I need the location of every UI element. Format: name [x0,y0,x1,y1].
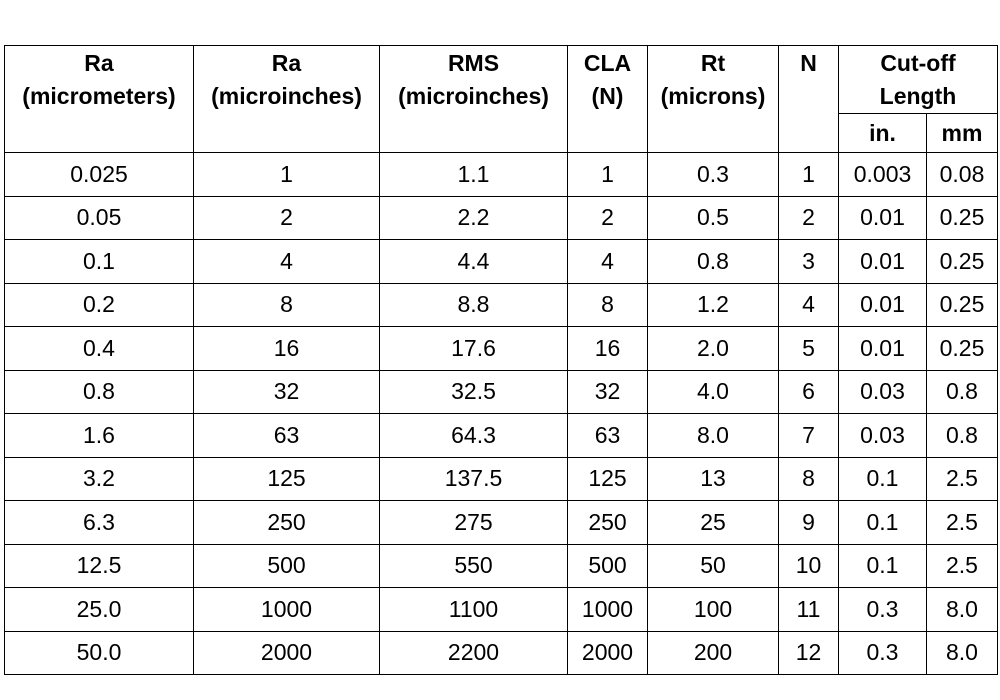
cell-ra-micrometers: 0.8 [5,370,194,414]
cell-ra-micrometers: 1.6 [5,414,194,458]
header-cutoff-length: Cut-off Length [839,46,998,114]
cell-cutoff-in: 0.3 [839,588,927,632]
cell-cutoff-in: 0.01 [839,327,927,371]
cell-cutoff-in: 0.3 [839,631,927,675]
cell-n: 1 [779,153,839,197]
table-row [5,327,998,371]
cell-rms-microinches: 8.8 [380,283,568,327]
cell-ra-microinches: 125 [194,457,380,501]
header-ra-micrometers: Ra (micrometers) [5,46,194,153]
cell-cutoff-in: 0.03 [839,414,927,458]
cell-cla-n: 8 [568,283,648,327]
cell-rms-microinches: 2200 [380,631,568,675]
cell-n: 7 [779,414,839,458]
header-cutoff-in: in. [839,114,927,153]
cell-cutoff-mm: 0.25 [927,196,998,240]
cell-cla-n: 1000 [568,588,648,632]
cell-cutoff-mm: 8.0 [927,631,998,675]
cell-rms-microinches: 550 [380,544,568,588]
cell-ra-microinches: 250 [194,501,380,545]
cell-cutoff-mm: 0.25 [927,327,998,371]
cell-rms-microinches: 1100 [380,588,568,632]
cell-ra-micrometers: 12.5 [5,544,194,588]
header-rt-microns: Rt (microns) [648,46,779,153]
cell-ra-micrometers: 50.0 [5,631,194,675]
cell-ra-microinches: 8 [194,283,380,327]
cell-rt-microns: 25 [648,501,779,545]
cell-cutoff-in: 0.01 [839,283,927,327]
cell-rt-microns: 1.2 [648,283,779,327]
cell-ra-micrometers: 0.4 [5,327,194,371]
cell-ra-microinches: 1 [194,153,380,197]
cell-rt-microns: 0.8 [648,240,779,284]
cell-cutoff-in: 0.01 [839,196,927,240]
cell-n: 3 [779,240,839,284]
cell-cla-n: 63 [568,414,648,458]
cell-cutoff-mm: 2.5 [927,457,998,501]
cell-cutoff-in: 0.1 [839,544,927,588]
cell-cutoff-mm: 2.5 [927,501,998,545]
cell-ra-micrometers: 6.3 [5,501,194,545]
surface-roughness-table [4,45,998,675]
cell-cla-n: 4 [568,240,648,284]
cell-cla-n: 2 [568,196,648,240]
cell-ra-micrometers: 0.025 [5,153,194,197]
cell-cutoff-in: 0.1 [839,501,927,545]
cell-cutoff-in: 0.01 [839,240,927,284]
cell-ra-microinches: 2 [194,196,380,240]
cell-n: 10 [779,544,839,588]
cell-ra-microinches: 4 [194,240,380,284]
cell-rt-microns: 4.0 [648,370,779,414]
cell-cutoff-in: 0.1 [839,457,927,501]
cell-rms-microinches: 1.1 [380,153,568,197]
cell-cutoff-mm: 0.8 [927,414,998,458]
cell-cla-n: 16 [568,327,648,371]
cell-n: 2 [779,196,839,240]
cell-cla-n: 250 [568,501,648,545]
table-row [5,196,998,240]
cell-rt-microns: 200 [648,631,779,675]
cell-ra-microinches: 16 [194,327,380,371]
cell-n: 9 [779,501,839,545]
cell-rms-microinches: 32.5 [380,370,568,414]
cell-n: 6 [779,370,839,414]
cell-rt-microns: 50 [648,544,779,588]
table-row [5,631,998,675]
table-row [5,370,998,414]
cell-rms-microinches: 17.6 [380,327,568,371]
cell-cla-n: 125 [568,457,648,501]
cell-cla-n: 32 [568,370,648,414]
cell-rt-microns: 2.0 [648,327,779,371]
cell-rt-microns: 0.3 [648,153,779,197]
cell-rms-microinches: 137.5 [380,457,568,501]
cell-cutoff-mm: 0.25 [927,283,998,327]
table-row [5,240,998,284]
cell-cutoff-mm: 0.25 [927,240,998,284]
cell-cla-n: 500 [568,544,648,588]
cell-cutoff-mm: 0.8 [927,370,998,414]
cell-rt-microns: 8.0 [648,414,779,458]
cell-cla-n: 1 [568,153,648,197]
cell-cla-n: 2000 [568,631,648,675]
cell-ra-micrometers: 25.0 [5,588,194,632]
header-cutoff-mm: mm [927,114,998,153]
cell-ra-microinches: 1000 [194,588,380,632]
cell-n: 11 [779,588,839,632]
table-row [5,283,998,327]
table-row [5,153,998,197]
cell-cutoff-in: 0.03 [839,370,927,414]
cell-ra-microinches: 2000 [194,631,380,675]
cell-rt-microns: 0.5 [648,196,779,240]
cell-rms-microinches: 275 [380,501,568,545]
header-row [5,46,998,114]
table-body [5,153,998,675]
cell-rms-microinches: 2.2 [380,196,568,240]
cell-n: 12 [779,631,839,675]
cell-n: 5 [779,327,839,371]
header-cla-n: CLA (N) [568,46,648,153]
table-row [5,501,998,545]
cell-cutoff-mm: 8.0 [927,588,998,632]
cell-ra-micrometers: 0.2 [5,283,194,327]
cell-ra-microinches: 32 [194,370,380,414]
cell-ra-microinches: 63 [194,414,380,458]
table-row [5,414,998,458]
table-row [5,588,998,632]
cell-cutoff-in: 0.003 [839,153,927,197]
cell-cutoff-mm: 2.5 [927,544,998,588]
cell-rt-microns: 13 [648,457,779,501]
cell-ra-micrometers: 0.1 [5,240,194,284]
header-rms-microinches: RMS (microinches) [380,46,568,153]
cell-n: 8 [779,457,839,501]
cell-ra-microinches: 500 [194,544,380,588]
cell-cutoff-mm: 0.08 [927,153,998,197]
cell-rms-microinches: 64.3 [380,414,568,458]
cell-n: 4 [779,283,839,327]
header-n: N [779,46,839,153]
table-row [5,544,998,588]
cell-rms-microinches: 4.4 [380,240,568,284]
cell-rt-microns: 100 [648,588,779,632]
header-ra-microinches: Ra (microinches) [194,46,380,153]
cell-ra-micrometers: 0.05 [5,196,194,240]
table-row [5,457,998,501]
cell-ra-micrometers: 3.2 [5,457,194,501]
